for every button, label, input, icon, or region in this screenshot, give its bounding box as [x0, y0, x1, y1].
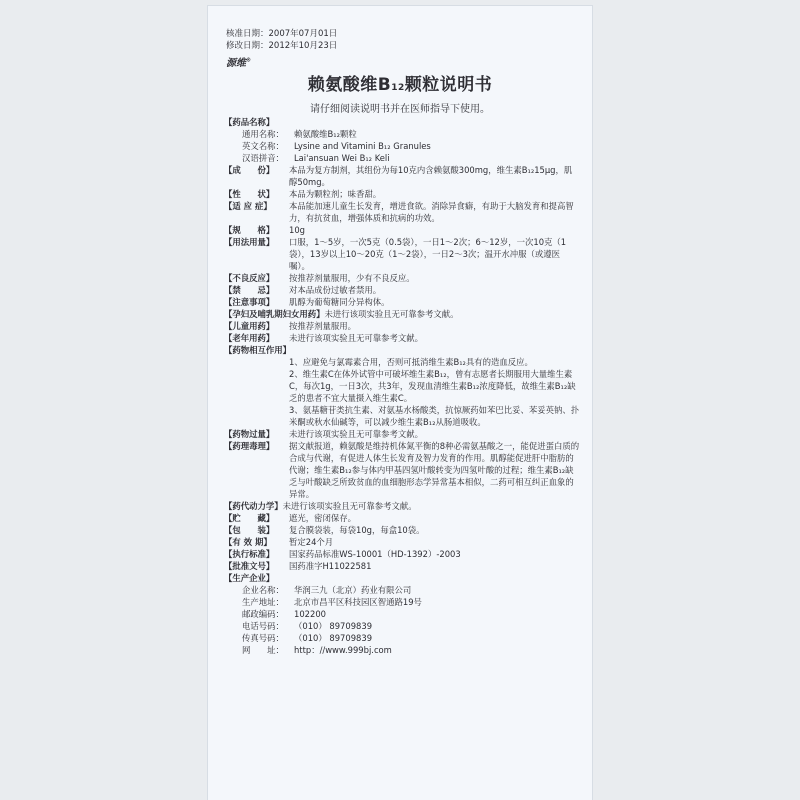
section-text: 遮光，密闭保存。 — [289, 513, 356, 523]
field-row — [224, 128, 580, 140]
section-row — [224, 428, 580, 440]
field-key: 通用名称： — [242, 129, 284, 139]
section-row — [224, 200, 580, 224]
field-key: 企业名称： — [242, 585, 284, 595]
section-row — [224, 224, 580, 236]
section-label: 【适 应 症】 — [224, 201, 272, 211]
approval-date: 核准日期：2007年07月01日 — [226, 29, 338, 39]
section-label: 【批准文号】 — [224, 561, 275, 571]
section-row — [224, 164, 580, 188]
section-label: 【药品名称】 — [224, 117, 275, 127]
section-label: 【执行标准】 — [224, 549, 275, 559]
section-label: 【用法用量】 — [224, 237, 275, 247]
section-label: 【有 效 期】 — [224, 537, 272, 547]
section-label: 【贮 藏】 — [224, 513, 275, 523]
field-value: 赖氨酸维B₁₂颗粒 — [294, 129, 357, 139]
section-label: 【规 格】 — [224, 225, 275, 235]
section-text: 国家药品标准WS-10001（HD-1392）-2003 — [289, 549, 461, 559]
section-drug-name — [224, 116, 580, 128]
field-row — [224, 152, 580, 164]
section-text: 本品能加速儿童生长发育，增进食欲。消除异食癖，有助于大脑发育和提高智力，有抗贫血，增强体质和抗病的功效。 — [289, 201, 574, 223]
section-row — [224, 560, 580, 572]
document-title: 赖氨酸维B12颗粒说明书 — [307, 75, 493, 95]
field-key: 网 址： — [242, 645, 284, 655]
section-text: 复合膜袋装，每袋10g，每盒10袋。 — [289, 525, 425, 535]
section-label: 【儿童用药】 — [224, 321, 275, 331]
section-text: 国药准字H11022581 — [289, 561, 372, 571]
section-label: 【成 份】 — [224, 165, 275, 175]
field-value: （010） 89709839 — [294, 633, 373, 643]
section-label: 【药代动力学】 — [224, 501, 283, 511]
section-text: 未进行该项实验且无可靠参考文献。 — [324, 309, 459, 319]
section-label: 【不良反应】 — [224, 273, 275, 283]
revision-date: 修改日期：2012年10月23日 — [226, 41, 338, 51]
interaction-item: 2、维生素C在体外试管中可破坏维生素B₁₂，曾有志愿者长期服用大量维生素C，每次1g，一日3次，共3年，发现血清维生素B₁₂浓度降低，故维生素B₁₂缺乏的患者不宜大量摄入维生素C。 — [289, 369, 576, 403]
field-key: 传真号码： — [242, 633, 284, 643]
section-row — [224, 272, 580, 284]
section-label: 【老年用药】 — [224, 333, 275, 343]
interaction-list — [224, 356, 580, 428]
section-label: 【药物过量】 — [224, 429, 275, 439]
section-text: 未进行该项实验且无可靠参考文献。 — [282, 501, 417, 511]
interaction-item: 3、氨基糖苷类抗生素、对氨基水杨酸类，抗惊厥药如苯巴比妥、苯妥英钠、扑米酮或秋水仙碱等，可以减少维生素B₁₂从肠道吸收。 — [289, 405, 580, 427]
field-row — [224, 584, 580, 596]
insert-body — [224, 116, 580, 656]
section-text: 暂定24个月 — [289, 537, 334, 547]
section-text: 10g — [289, 225, 305, 235]
section-label: 【性 状】 — [224, 189, 275, 199]
field-key: 电话号码： — [242, 621, 284, 631]
section-text: 本品为颗粒剂；味香甜。 — [289, 189, 382, 199]
field-key: 生产地址： — [242, 597, 284, 607]
section-text: 未进行该项实验且无可靠参考文献。 — [289, 333, 423, 343]
section-label: 【孕妇及哺乳期妇女用药】 — [224, 309, 325, 319]
section-text: 本品为复方制剂，其组份为每10克内含赖氨酸300mg，维生素B₁₂15μg，肌醇50mg。 — [289, 165, 573, 187]
field-value: Lysine and Vitamini B₁₂ Granules — [294, 141, 431, 151]
section-row — [224, 524, 580, 536]
field-key: 汉语拼音： — [242, 153, 284, 163]
section-row — [224, 308, 580, 320]
section-row — [224, 548, 580, 560]
section-label: 【生产企业】 — [224, 573, 275, 583]
section-text: 未进行该项实验且无可靠参考文献。 — [289, 429, 423, 439]
section-label: 【注意事项】 — [224, 297, 275, 307]
section-text: 口服，1～5岁，一次5克（0.5袋），一日1～2次；6～12岁，一次10克（1袋），13岁以上10～20克（1～2袋），一日2～3次；温开水冲服（或遵医嘱）。 — [289, 237, 567, 271]
section-text: 按推荐剂量服用。 — [289, 321, 356, 331]
field-key: 邮政编码： — [242, 609, 284, 619]
field-row — [224, 140, 580, 152]
section-text: 肌醇为葡萄糖同分异构体。 — [289, 297, 390, 307]
brand-logo: 源维® — [226, 57, 251, 69]
section-row — [224, 236, 580, 272]
section-row — [224, 536, 580, 548]
package-insert-sheet — [208, 6, 592, 800]
field-value: 102200 — [294, 609, 326, 619]
section-row — [224, 284, 580, 296]
document-subtitle: 请仔细阅读说明书并在医师指导下使用。 — [310, 104, 490, 115]
field-row — [224, 644, 580, 656]
field-row — [224, 632, 580, 644]
field-row — [224, 596, 580, 608]
field-row — [224, 608, 580, 620]
section-row — [224, 320, 580, 332]
section-text: 按推荐剂量服用，少有不良反应。 — [289, 273, 415, 283]
field-value: Lai'ansuan Wei B₁₂ Keli — [294, 153, 390, 163]
field-key: 英文名称： — [242, 141, 284, 151]
field-value: （010） 89709839 — [294, 621, 373, 631]
section-company — [224, 572, 580, 584]
section-label: 【药物相互作用】 — [224, 345, 291, 355]
section-row — [224, 500, 580, 512]
field-value: 北京市昌平区科技园区智通路19号 — [294, 597, 422, 607]
section-row — [224, 440, 580, 500]
section-row — [224, 332, 580, 344]
dates-block — [226, 28, 337, 52]
section-text: 据文献报道，赖氨酸是维持机体氮平衡的8种必需氨基酸之一，能促进蛋白质的合成与代谢，有促进人体生长发育及智力发育的作用。肌醇能促进肝中脂肪的代谢；维生素B₁₂参与体内甲基四氢叶酸转变为四氢叶酸的过程；维生素B₁₂缺乏与叶酸缺乏所致贫血的血细胞形态学异常基本相似，二药可相互纠正血象的异常。 — [289, 441, 580, 499]
section-label: 【药理毒理】 — [224, 441, 275, 451]
section-interaction — [224, 344, 580, 356]
field-value: 华润三九（北京）药业有限公司 — [294, 585, 412, 595]
section-row — [224, 296, 580, 308]
section-row — [224, 188, 580, 200]
section-row — [224, 512, 580, 524]
section-label: 【禁 忌】 — [224, 285, 275, 295]
field-row — [224, 620, 580, 632]
field-value: http：//www.999bj.com — [294, 645, 392, 655]
section-text: 对本品成份过敏者禁用。 — [289, 285, 382, 295]
interaction-item: 1、应避免与氯霉素合用，否则可抵消维生素B₁₂具有的造血反应。 — [289, 357, 533, 367]
section-label: 【包 装】 — [224, 525, 275, 535]
